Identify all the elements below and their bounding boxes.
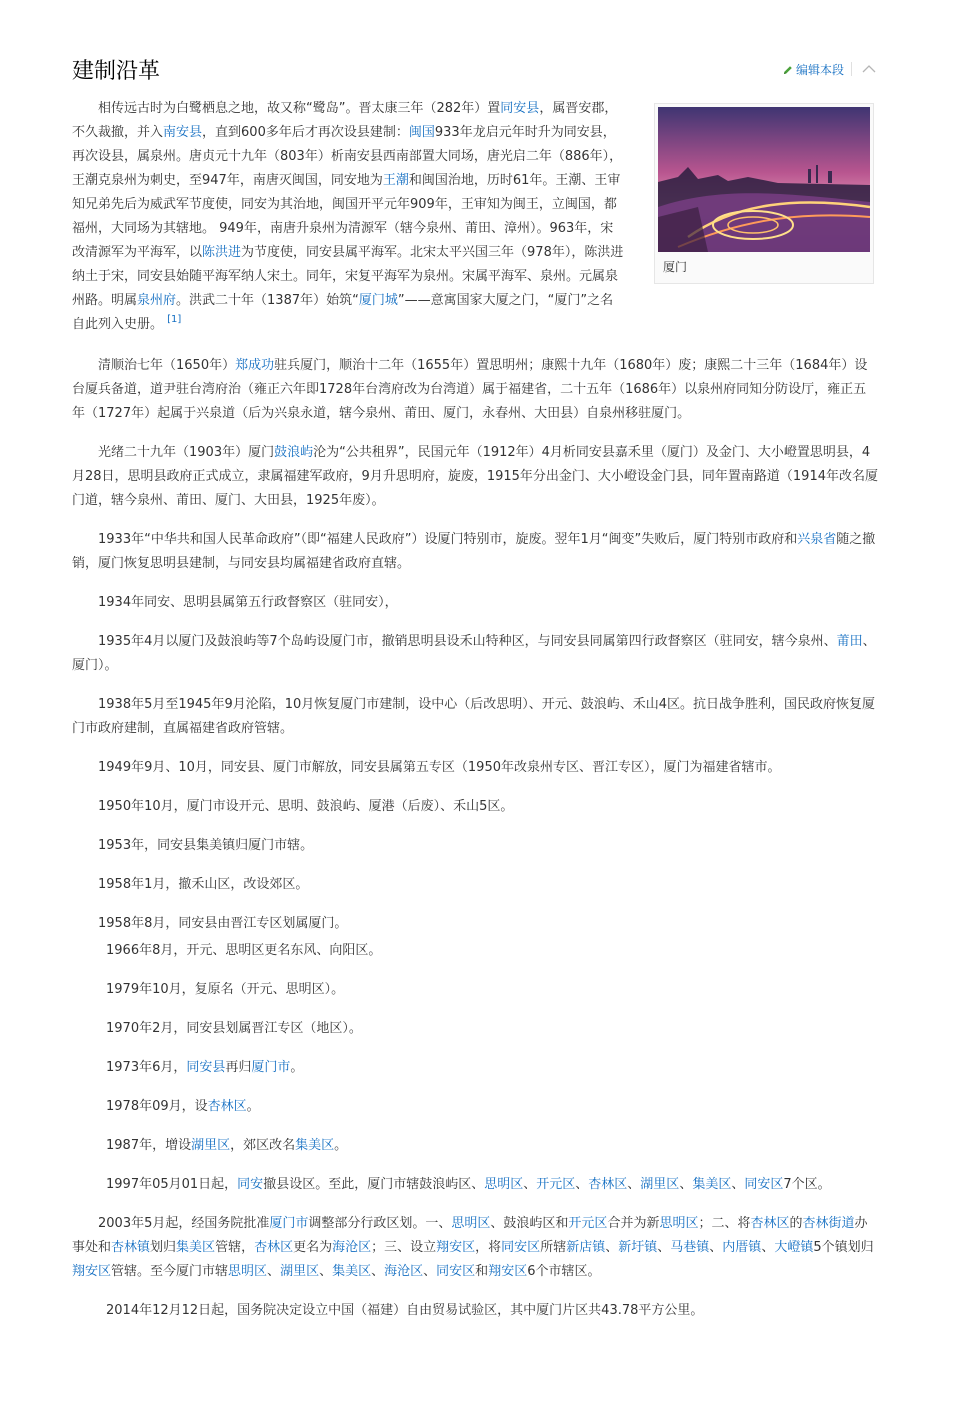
link-kaiyuan-district[interactable]: 开元区 bbox=[568, 1216, 608, 1231]
link-xinglin-town[interactable]: 杏林镇 bbox=[111, 1240, 151, 1255]
reference-link[interactable]: [1] bbox=[167, 314, 182, 325]
link-jimei-district[interactable]: 集美区 bbox=[176, 1240, 216, 1255]
link-tongan-district[interactable]: 同安区 bbox=[744, 1177, 784, 1192]
paragraph-text: 1978年09月，设杏林区。 bbox=[106, 1099, 260, 1114]
paragraph-7 bbox=[72, 693, 878, 741]
section-header bbox=[72, 56, 878, 90]
paragraph-19 bbox=[80, 1173, 886, 1197]
link-tongan[interactable]: 同安 bbox=[237, 1177, 264, 1192]
link-xiangan-district[interactable]: 翔安区 bbox=[488, 1264, 528, 1279]
link-siming-district[interactable]: 思明区 bbox=[484, 1177, 524, 1192]
link-xindian-town[interactable]: 新店镇 bbox=[566, 1240, 606, 1255]
link-haicang-district[interactable]: 海沧区 bbox=[332, 1240, 372, 1255]
link-xiangan-district[interactable]: 翔安区 bbox=[436, 1240, 476, 1255]
paragraph-1 bbox=[72, 97, 878, 337]
paragraph-text: 1950年10月，厦门市设开元、思明、鼓浪屿、厦港（后废）、禾山5区。 bbox=[98, 799, 514, 814]
link-jimei-district[interactable]: 集美区 bbox=[295, 1138, 335, 1153]
paragraph-12 bbox=[72, 912, 878, 936]
paragraph-5 bbox=[72, 591, 878, 615]
paragraph-15 bbox=[80, 1017, 886, 1041]
link-wang-chao[interactable]: 王潮 bbox=[382, 173, 409, 188]
link-nanan-county[interactable]: 南安县 bbox=[163, 125, 203, 140]
paragraph-21 bbox=[80, 1299, 886, 1323]
link-jimei-district[interactable]: 集美区 bbox=[332, 1264, 372, 1279]
paragraph-text: 1973年6月，同安县再归厦门市。 bbox=[106, 1060, 304, 1075]
paragraph-17 bbox=[80, 1095, 886, 1119]
paragraph-text: 1933年“中华共和国人民革命政府”（即“福建人民政府”）设厦门特别市，旋废。翌年1月“闽变”失败后，厦门特别市政府和兴泉省随之撤销，厦门恢复思明县建制，与同安县均属福建省政府直辖。 bbox=[72, 532, 876, 571]
paragraph-20 bbox=[72, 1212, 878, 1284]
link-haicang-district[interactable]: 海沧区 bbox=[384, 1264, 424, 1279]
link-kaiyuan-district[interactable]: 开元区 bbox=[536, 1177, 576, 1192]
link-xinxu-town[interactable]: 新圩镇 bbox=[618, 1240, 658, 1255]
paragraph-18 bbox=[80, 1134, 886, 1158]
link-xinglin-district[interactable]: 杏林区 bbox=[254, 1240, 294, 1255]
link-siming-district[interactable]: 思明区 bbox=[659, 1216, 699, 1231]
link-dadeng-town[interactable]: 大嶝镇 bbox=[774, 1240, 814, 1255]
link-min-kingdom[interactable]: 闽国 bbox=[408, 125, 435, 140]
link-xiamen-city-wall[interactable]: 厦门城 bbox=[358, 293, 398, 308]
pencil-icon bbox=[783, 65, 793, 75]
paragraph-13 bbox=[80, 939, 886, 963]
link-zheng-chenggong[interactable]: 郑成功 bbox=[235, 358, 275, 373]
paragraph-text: 1966年8月，开元、思明区更名东风、向阳区。 bbox=[106, 943, 382, 958]
link-jimei-district[interactable]: 集美区 bbox=[692, 1177, 732, 1192]
paragraph-text: 相传远古时为白鹭栖息之地，故又称“鹭岛”。晋太康三年（282年）置同安县，属晋安郡，不久裁撤，并入南安县，直到600多年后才再次设县建制：闽国933年龙启元年时升为同安县，再次设县，属泉州。唐贞元十九年（803年）析南安县西南部置大同场，唐光启二年（886年），王潮克泉州为刺史，至947年，南唐灭闽国，同安地为王潮和闽国治地，历时61年。王潮、王审知兄弟先后为威武军节度使，同安为其治地，闽国开平元年909年，王审知为闽王，立闽国，都福州，大同场为其辖地。 949年，南唐升泉州为清源军（辖今泉州、莆田、漳州）。963年，宋改清源军为平海军，以陈洪进为节度使，同安县属平海军。北宋太平兴国三年（978年），陈洪进纳土于宋，同安县始随平海军纳人宋土。同年，宋复平海军为泉州。宋属平海军、泉州。元属泉州路。明属泉州府。洪武二十年（1387年）始筑“厦门城”——意寓国家大厦之门，“厦门”之名自此列入史册。 [1] bbox=[72, 101, 624, 332]
paragraph-text: 光绪二十九年（1903年）厦门鼓浪屿沦为“公共租界”，民国元年（1912年）4月析同安县嘉禾里（厦门）及金门、大小嶝置思明县，4月28日，思明县政府正式成立，隶属福建军政府，9月升思明府，旋废，1915年分出金门、大小嶝设金门县，同年置南路道（1914年改名厦门道，辖今泉州、莆田、厦门、大田县，1925年废）。 bbox=[72, 445, 878, 508]
link-chen-hongjin[interactable]: 陈洪进 bbox=[202, 245, 242, 260]
paragraph-6 bbox=[72, 630, 878, 678]
link-xiamen-city[interactable]: 厦门市 bbox=[251, 1060, 291, 1075]
paragraph-text: 2003年5月起，经国务院批准厦门市调整部分行政区划。一、思明区、鼓浪屿区和开元区合并为新思明区；二、将杏林区的杏林街道办事处和杏林镇划归集美区管辖，杏林区更名为海沧区；三、设立翔安区，将同安区所辖新店镇、新圩镇、马巷镇、内厝镇、大嶝镇5个镇划归翔安区管辖。至今厦门市辖思明区、湖里区、集美区、海沧区、同安区和翔安区6个市辖区。 bbox=[72, 1216, 874, 1279]
paragraph-text: 2014年12月12日起，国务院决定设立中国（福建）自由贸易试验区，其中厦门片区共43.78平方公里。 bbox=[106, 1303, 704, 1318]
paragraph-text: 1979年10月，复原名（开元、思明区）。 bbox=[106, 982, 345, 997]
paragraph-14 bbox=[80, 978, 886, 1002]
paragraph-9 bbox=[72, 795, 878, 819]
link-xinglin-district[interactable]: 杏林区 bbox=[588, 1177, 628, 1192]
link-tongan-district[interactable]: 同安区 bbox=[436, 1264, 476, 1279]
paragraph-text: 1935年4月以厦门及鼓浪屿等7个岛屿设厦门市，撤销思明县设禾山特种区，与同安县同属第四行政督察区（驻同安，辖今泉州、莆田、厦门）。 bbox=[72, 634, 876, 673]
paragraph-text: 1949年9月、10月，同安县、厦门市解放，同安县属第五专区（1950年改泉州专区、晋江专区），厦门为福建省辖市。 bbox=[98, 760, 781, 775]
paragraph-2 bbox=[72, 354, 878, 426]
paragraph-text: 清顺治七年（1650年）郑成功驻兵厦门，顺治十二年（1655年）置思明州；康熙十九年（1680年）废；康熙二十三年（1684年）设台厦兵备道，道尹驻台湾府治（雍正六年即1728年台湾府改为台湾道）属于福建省，二十五年（1686年）以泉州府同知分防设厅，雍正五年（1727年）起属于兴泉道（后为兴泉永道，辖今泉州、莆田、厦门，永春州、大田县）自泉州移驻厦门。 bbox=[72, 358, 868, 421]
link-gulangyu[interactable]: 鼓浪屿 bbox=[274, 445, 314, 460]
link-tongan-district[interactable]: 同安区 bbox=[501, 1240, 541, 1255]
paragraph-10 bbox=[72, 834, 878, 858]
paragraph-text: 1958年8月，同安县由晋江专区划属厦门。 bbox=[98, 916, 348, 931]
section-title: 建制沿革 bbox=[72, 59, 161, 84]
image-caption: 厦门 bbox=[663, 260, 688, 274]
link-maxiang-town[interactable]: 马巷镇 bbox=[670, 1240, 710, 1255]
paragraph-8 bbox=[72, 756, 878, 780]
chevron-up-icon[interactable] bbox=[860, 60, 878, 78]
link-siming-district[interactable]: 思明区 bbox=[228, 1264, 268, 1279]
link-huli-district[interactable]: 湖里区 bbox=[280, 1264, 320, 1279]
paragraph-text: 1958年1月，撤禾山区，改设郊区。 bbox=[98, 877, 309, 892]
link-xiangan-district[interactable]: 翔安区 bbox=[72, 1264, 112, 1279]
paragraph-text: 1934年同安、思明县属第五行政督察区（驻同安）， bbox=[98, 595, 398, 610]
link-huli-district[interactable]: 湖里区 bbox=[191, 1138, 231, 1153]
paragraph-16 bbox=[80, 1056, 886, 1080]
link-xiamen-city[interactable]: 厦门市 bbox=[269, 1216, 309, 1231]
edit-section-button[interactable] bbox=[783, 62, 844, 78]
link-tongan-county[interactable]: 同安县 bbox=[500, 101, 540, 116]
link-xingquan-province[interactable]: 兴泉省 bbox=[797, 532, 837, 547]
link-xinglin-district[interactable]: 杏林区 bbox=[207, 1099, 247, 1114]
link-siming-district[interactable]: 思明区 bbox=[451, 1216, 491, 1231]
paragraph-text: 1987年，增设湖里区，郊区改名集美区。 bbox=[106, 1138, 348, 1153]
link-xinglin-subdistrict[interactable]: 杏林街道 bbox=[802, 1216, 855, 1231]
link-huli-district[interactable]: 湖里区 bbox=[640, 1177, 680, 1192]
paragraph-3 bbox=[72, 441, 878, 513]
paragraph-text: 1970年2月，同安县划属晋江专区（地区）。 bbox=[106, 1021, 362, 1036]
paragraph-text: 1997年05月01日起，同安撤县设区。至此，厦门市辖鼓浪屿区、思明区、开元区、杏林区、湖里区、集美区、同安区7个区。 bbox=[106, 1177, 831, 1192]
link-tongan-county[interactable]: 同安县 bbox=[186, 1060, 226, 1075]
link-putian[interactable]: 莆田 bbox=[836, 634, 863, 649]
link-neicuo-town[interactable]: 内厝镇 bbox=[722, 1240, 762, 1255]
paragraph-4 bbox=[72, 528, 878, 576]
edit-section-label: 编辑本段 bbox=[795, 63, 844, 77]
paragraph-11 bbox=[72, 873, 878, 897]
link-quanzhou-prefecture[interactable]: 泉州府 bbox=[137, 293, 177, 308]
paragraph-text: 1953年，同安县集美镇归厦门市辖。 bbox=[98, 838, 314, 853]
header-divider bbox=[851, 62, 852, 76]
paragraph-text: 1938年5月至1945年9月沦陷，10月恢复厦门市建制，设中心（后改思明）、开元、鼓浪屿、禾山4区。抗日战争胜利，国民政府恢复厦门市政府建制，直属福建省政府管辖。 bbox=[72, 697, 876, 736]
link-xinglin-district[interactable]: 杏林区 bbox=[750, 1216, 790, 1231]
